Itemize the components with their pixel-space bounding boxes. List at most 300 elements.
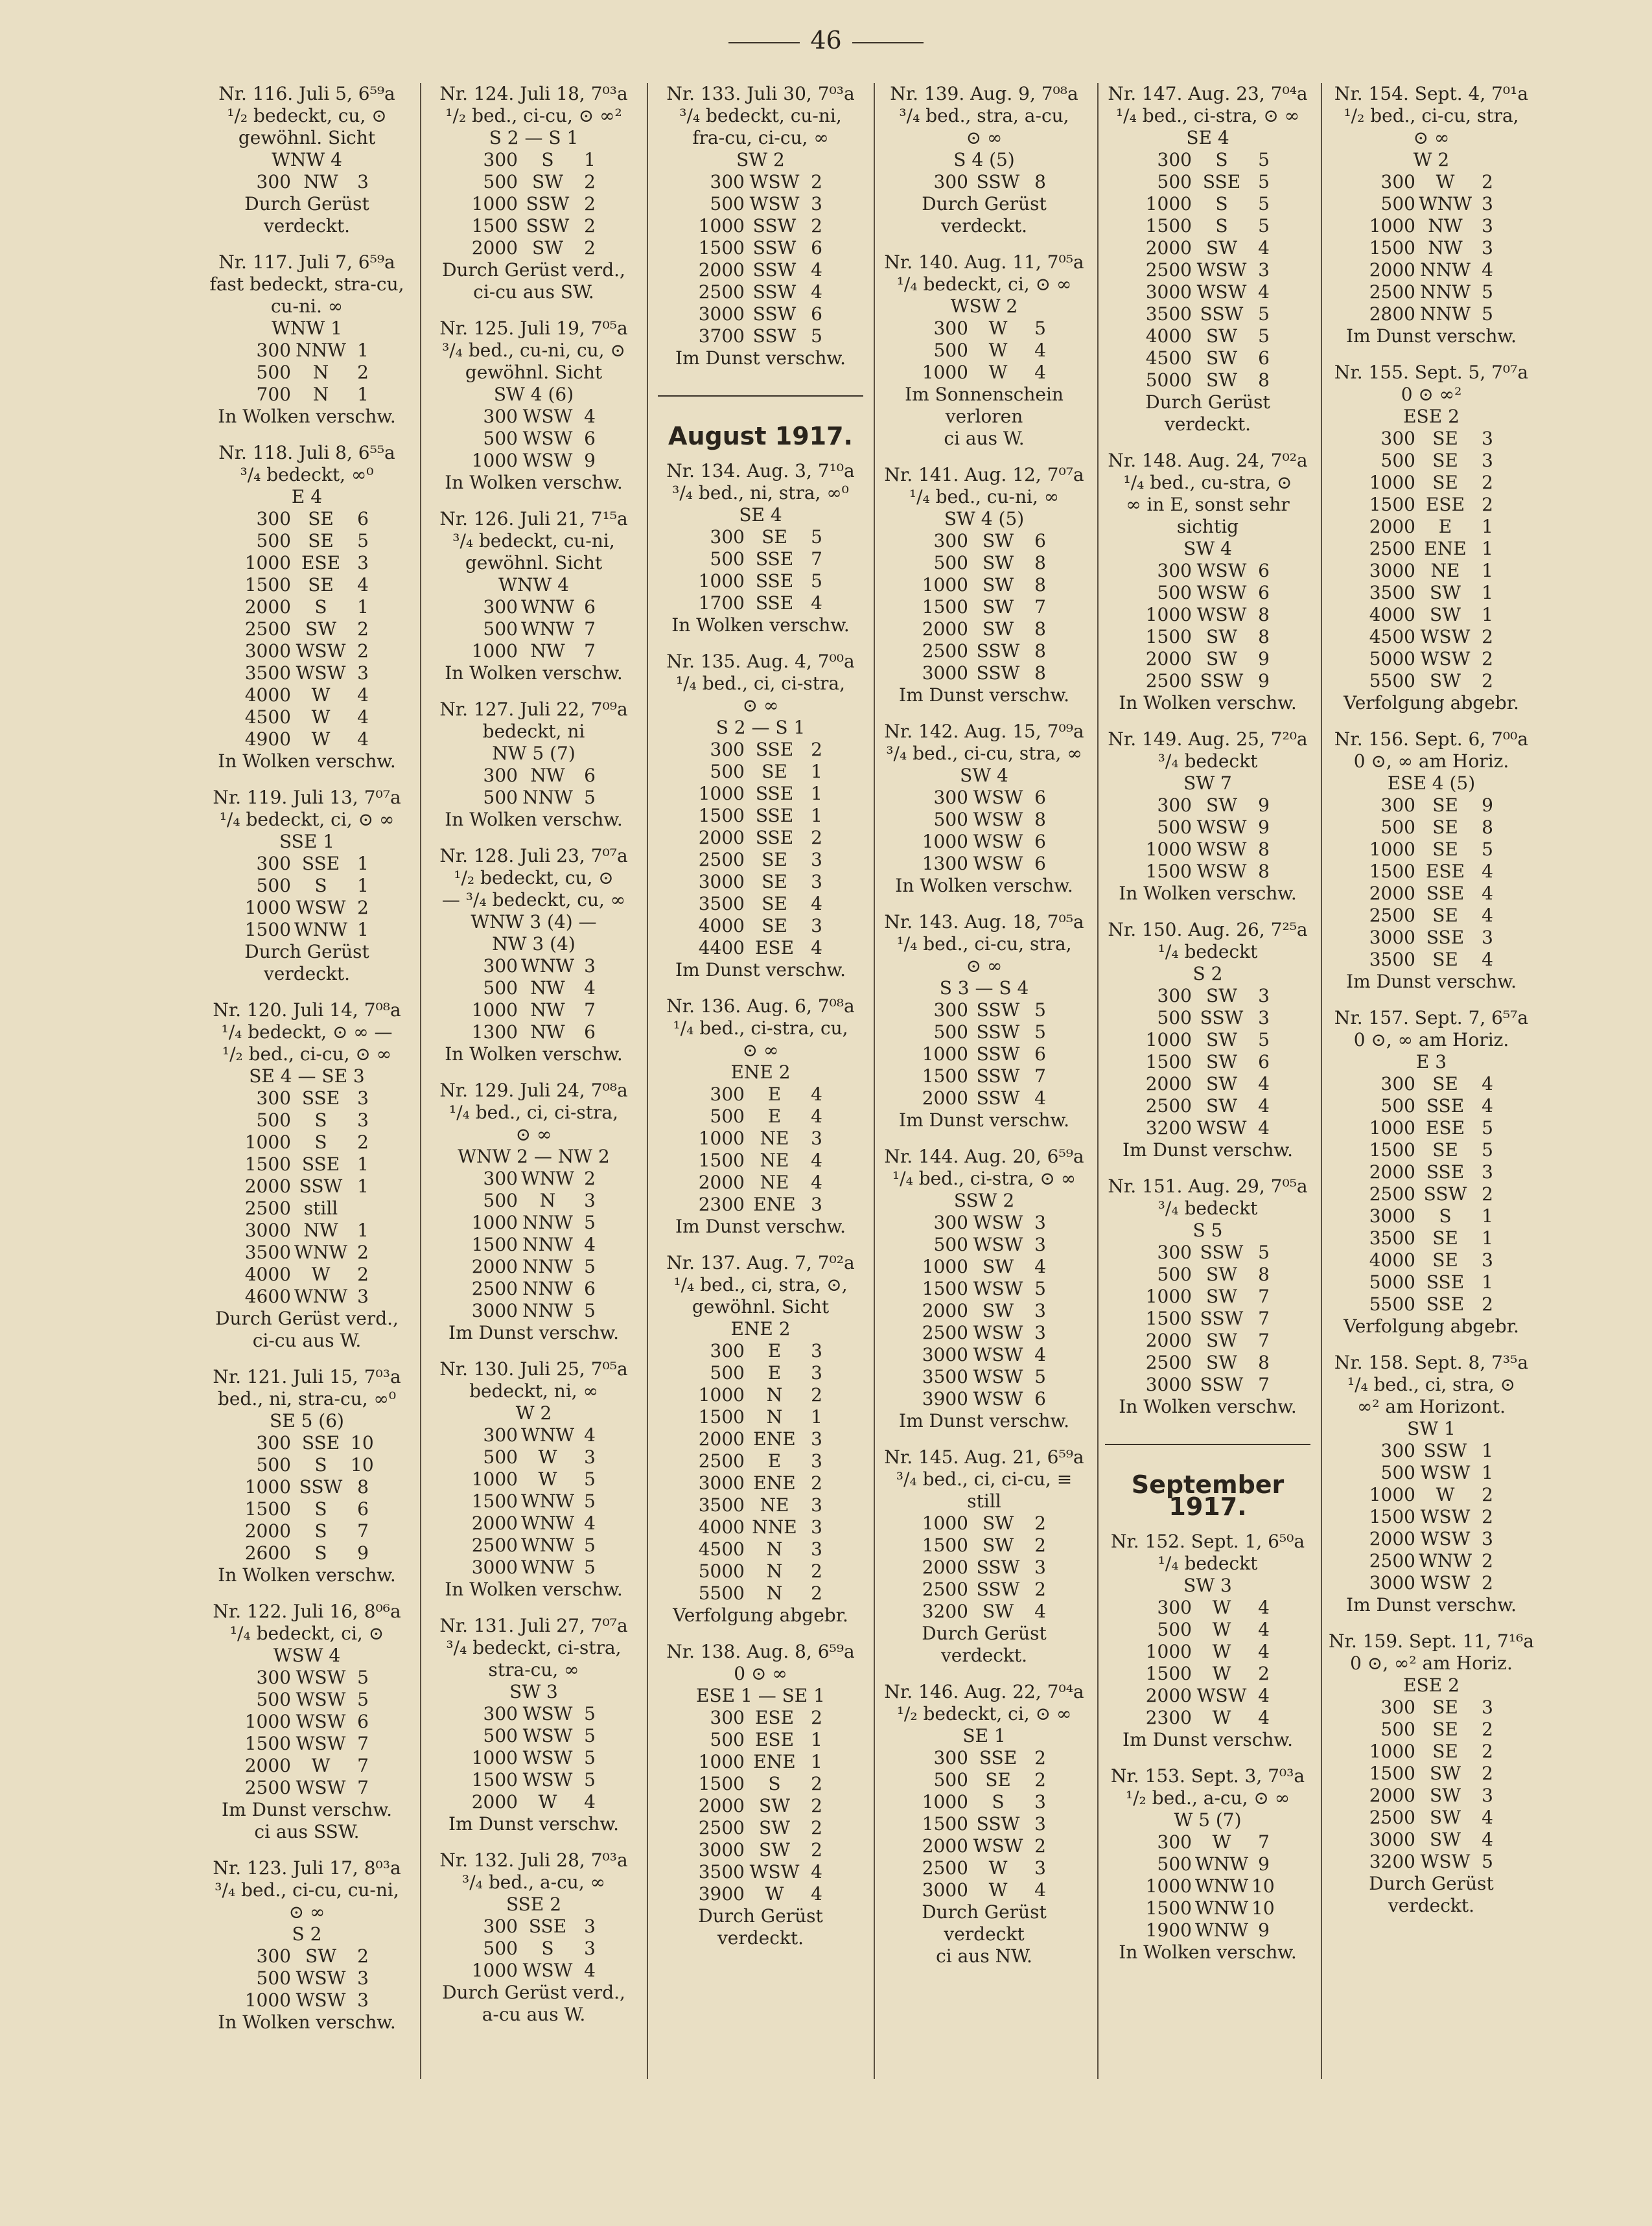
speed-cell: 4 — [811, 1172, 822, 1193]
direction-cell: WSW — [1420, 626, 1471, 647]
speed-cell: 3 — [1034, 1857, 1046, 1879]
speed-cell: 8 — [1034, 574, 1046, 596]
direction-cell: WSW — [973, 787, 1023, 808]
speed-cell: 2 — [357, 897, 369, 918]
altitude-cell: 3500 — [922, 1366, 968, 1387]
speed-cell: 9 — [357, 1542, 369, 1564]
speed-cell: 3 — [357, 171, 369, 192]
entry-description: stra-cu, ∞ — [488, 1659, 579, 1680]
altitude-cell: 2000 — [471, 1256, 518, 1277]
altitude-cell: 1000 — [1369, 215, 1415, 237]
direction-cell: SW — [983, 530, 1014, 551]
wind-table — [460, 1703, 643, 1813]
entry-remark: Durch Gerüst — [922, 1623, 1047, 1644]
entry-description: ¹/₄ bedeckt — [1158, 1553, 1258, 1574]
direction-cell: E — [767, 1084, 782, 1105]
altitude-cell: 500 — [1157, 1619, 1192, 1640]
altitude-cell: 1000 — [1369, 1117, 1415, 1139]
speed-cell: 2 — [1482, 1293, 1493, 1315]
speed-cell: 3 — [811, 849, 822, 870]
entry-description: SSE 2 — [506, 1894, 562, 1915]
speed-cell: 8 — [1258, 839, 1270, 860]
direction-cell: SW — [1206, 237, 1237, 259]
entry-remark: verloren — [945, 406, 1023, 427]
altitude-cell: 1000 — [471, 1212, 518, 1233]
altitude-cell: 2500 — [471, 1278, 518, 1299]
direction-cell: WSW — [522, 1747, 573, 1768]
altitude-cell: 4600 — [244, 1286, 291, 1307]
altitude-cell: 300 — [1380, 428, 1415, 449]
speed-cell: 4 — [357, 706, 369, 728]
altitude-cell: 4500 — [1369, 626, 1415, 647]
entry-description: SE 4 — SE 3 — [249, 1065, 365, 1087]
observation-entry — [198, 999, 416, 1352]
direction-cell: SSW — [976, 1813, 1020, 1835]
altitude-cell: 1500 — [244, 1498, 291, 1520]
altitude-cell: 500 — [483, 1190, 518, 1211]
altitude-cell: 500 — [1380, 1095, 1415, 1117]
direction-cell: SSE — [301, 853, 340, 874]
altitude-cell: 2000 — [922, 1557, 968, 1578]
entry-description: W 2 — [515, 1402, 552, 1424]
speed-cell: 4 — [1482, 1807, 1493, 1828]
direction-cell: WNW — [1194, 1853, 1249, 1875]
direction-cell: SSE — [301, 1087, 340, 1109]
observation-entry — [1322, 1007, 1541, 1338]
altitude-cell: 2500 — [1145, 670, 1192, 691]
direction-cell: N — [766, 1583, 783, 1604]
entry-remark: In Wolken verschw. — [1119, 1942, 1297, 1963]
speed-cell: 5 — [584, 1747, 596, 1768]
altitude-cell: 500 — [483, 618, 518, 640]
direction-cell: WNW — [520, 1168, 575, 1189]
wind-table — [233, 1945, 416, 2012]
entry-remark: Verfolgung abgebr. — [1344, 1316, 1519, 1337]
observation-entry — [875, 1681, 1093, 1967]
speed-cell: 2 — [1482, 1183, 1493, 1205]
entry-remark: In Wolken verschw. — [1119, 692, 1297, 713]
altitude-cell: 1000 — [244, 1989, 291, 2011]
wind-table — [1134, 985, 1317, 1139]
altitude-cell: 300 — [710, 171, 745, 192]
speed-cell: 3 — [811, 1450, 822, 1472]
speed-cell: 2 — [1482, 626, 1493, 647]
entry-description: gewöhnl. Sicht — [692, 1296, 830, 1317]
wind-table — [910, 171, 1093, 193]
speed-cell: 4 — [584, 1234, 596, 1255]
altitude-cell: 500 — [483, 171, 518, 192]
entry-title: Nr. 142. Aug. 15, 7⁰⁹a — [884, 721, 1084, 742]
direction-cell: SW — [1206, 1352, 1237, 1373]
direction-cell: N — [766, 1406, 783, 1428]
altitude-cell: 500 — [256, 1689, 291, 1710]
entry-description: SSE 1 — [279, 831, 335, 852]
direction-cell: WSW — [1196, 604, 1247, 625]
speed-cell: 4 — [811, 259, 822, 281]
direction-cell: SE — [762, 526, 787, 548]
speed-cell: 4 — [584, 406, 596, 427]
entry-title: Nr. 159. Sept. 11, 7¹⁶a — [1329, 1630, 1534, 1652]
altitude-cell: 5000 — [1369, 648, 1415, 669]
altitude-cell: 300 — [483, 596, 518, 618]
altitude-cell: 300 — [933, 999, 968, 1021]
altitude-cell: 500 — [483, 428, 518, 449]
altitude-cell: 300 — [1157, 985, 1192, 1006]
altitude-cell: 1500 — [1145, 1051, 1192, 1072]
wind-table — [910, 1212, 1093, 1410]
speed-cell: 2 — [811, 1817, 822, 1838]
altitude-cell: 2000 — [244, 1755, 291, 1776]
entry-title: Nr. 116. Juli 5, 6⁵⁹a — [218, 83, 395, 104]
entry-remark: Durch Gerüst — [922, 1901, 1047, 1923]
speed-cell: 4 — [584, 1424, 596, 1446]
observation-entry — [651, 83, 870, 369]
altitude-cell: 3500 — [1145, 303, 1192, 325]
wind-table — [233, 1667, 416, 1799]
wind-table — [460, 1424, 643, 1579]
entry-description: ESE 2 — [1403, 406, 1460, 427]
direction-cell: NE — [1430, 560, 1460, 581]
altitude-cell: 500 — [1380, 193, 1415, 214]
altitude-cell: 3200 — [1369, 1851, 1415, 1872]
speed-cell: 6 — [811, 303, 822, 325]
direction-cell: WNW — [520, 1557, 575, 1578]
entry-remark: In Wolken verschw. — [671, 614, 850, 636]
altitude-cell: 3000 — [1369, 1205, 1415, 1227]
altitude-cell: 3000 — [244, 640, 291, 662]
direction-cell: WSW — [296, 662, 346, 684]
entry-description: ¹/₄ bed., ci, stra, ⊙, — [673, 1274, 848, 1295]
direction-cell: N — [312, 362, 329, 383]
speed-cell: 5 — [1258, 325, 1270, 347]
altitude-cell: 2000 — [471, 237, 518, 259]
speed-cell: 4 — [357, 728, 369, 750]
entry-title: Nr. 158. Sept. 8, 7³⁵a — [1334, 1352, 1529, 1373]
speed-cell: 7 — [1258, 1330, 1270, 1351]
entry-description: ¹/₂ bed., ci-cu, stra, — [1344, 105, 1519, 126]
entry-remark: Im Sonnenschein — [905, 384, 1064, 405]
entry-description: S 2 — [1192, 963, 1223, 984]
altitude-cell: 1000 — [471, 450, 518, 471]
direction-cell: WSW — [973, 1388, 1023, 1409]
speed-cell: 4 — [1258, 237, 1270, 259]
altitude-cell: 300 — [1380, 171, 1415, 192]
wind-table — [1357, 428, 1541, 692]
speed-cell: 6 — [357, 1498, 369, 1520]
direction-cell: SSE — [1426, 1293, 1465, 1315]
entry-title: Nr. 153. Sept. 3, 7⁰³a — [1110, 1765, 1305, 1787]
wind-table — [460, 596, 643, 662]
altitude-cell: 300 — [1157, 149, 1192, 170]
speed-cell: 4 — [1034, 1601, 1046, 1622]
altitude-cell: 2000 — [698, 827, 745, 848]
altitude-cell: 1000 — [471, 1747, 518, 1768]
direction-cell: SE — [1432, 1139, 1458, 1161]
entry-description: still — [967, 1490, 1001, 1512]
observation-entry — [1099, 728, 1317, 905]
direction-cell: SW — [983, 1300, 1014, 1321]
altitude-cell: 500 — [1380, 1462, 1415, 1483]
observation-entry — [198, 442, 416, 772]
direction-cell: NW — [303, 171, 338, 192]
entry-description: 0 ⊙ ∞ — [734, 1663, 787, 1684]
observation-entry — [198, 1366, 416, 1586]
direction-cell: SW — [1206, 369, 1237, 391]
direction-cell: NE — [760, 1172, 789, 1193]
direction-cell: SE — [1432, 1719, 1458, 1740]
altitude-cell: 3200 — [922, 1601, 968, 1622]
altitude-cell: 300 — [710, 739, 745, 760]
altitude-cell: 300 — [710, 1707, 745, 1728]
wind-table — [1134, 1831, 1317, 1942]
entry-description: sichtig — [1176, 516, 1239, 537]
entry-description: ³/₄ bedeckt — [1158, 750, 1258, 772]
speed-cell: 3 — [811, 1494, 822, 1516]
entry-description: S 2 — [292, 1923, 322, 1945]
altitude-cell: 500 — [256, 1454, 291, 1476]
observation-entry — [651, 995, 870, 1238]
altitude-cell: 3000 — [471, 1300, 518, 1321]
entry-remark: Durch Gerüst verd., — [442, 259, 625, 281]
entry-description: bedeckt, ni — [482, 721, 585, 742]
entry-remark: verdeckt. — [940, 215, 1028, 237]
speed-cell: 2 — [1482, 1550, 1493, 1571]
wind-table — [1357, 171, 1541, 325]
speed-cell: 1 — [811, 783, 822, 804]
entry-title: Nr. 141. Aug. 12, 7⁰⁷a — [884, 464, 1084, 485]
speed-cell: 5 — [1258, 303, 1270, 325]
entry-description: ⊙ ∞ — [742, 695, 779, 716]
entry-description: ¹/₄ bed., ci, ci-stra, — [675, 673, 846, 694]
direction-cell: S — [314, 1498, 327, 1520]
speed-cell: 4 — [357, 574, 369, 596]
speed-cell: 6 — [1258, 560, 1270, 581]
direction-cell: WSW — [1420, 1572, 1471, 1594]
speed-cell: 1 — [1482, 1271, 1493, 1293]
entry-title: Nr. 143. Aug. 18, 7⁰⁵a — [884, 911, 1084, 933]
speed-cell: 7 — [1034, 596, 1046, 618]
direction-cell: SSE — [755, 570, 794, 592]
month-heading: September 1917. — [1131, 1470, 1285, 1521]
entry-description: SE 4 — [1186, 127, 1229, 148]
entry-title: Nr. 155. Sept. 5, 7⁰⁷a — [1334, 362, 1529, 383]
entry-description: WSW 2 — [950, 296, 1018, 317]
speed-cell: 3 — [1482, 428, 1493, 449]
direction-cell: W — [1212, 1619, 1231, 1640]
speed-cell: 2 — [357, 618, 369, 640]
direction-cell: SW — [1206, 1264, 1237, 1285]
observation-entry — [198, 1601, 416, 1843]
observation-entry — [875, 721, 1093, 897]
speed-cell: 10 — [1251, 1897, 1275, 1919]
direction-cell: WSW — [296, 1689, 346, 1710]
direction-cell: SW — [532, 237, 563, 259]
altitude-cell: 2000 — [698, 1172, 745, 1193]
entry-remark: Durch Gerüst — [922, 193, 1047, 214]
speed-cell: 2 — [811, 1707, 822, 1728]
direction-cell: SSE — [1426, 1161, 1465, 1183]
direction-cell: W — [1436, 171, 1455, 192]
entry-remark: verdeckt. — [717, 1927, 804, 1949]
speed-cell: 2 — [584, 215, 596, 237]
speed-cell: 5 — [1258, 1242, 1270, 1263]
speed-cell: 1 — [1482, 582, 1493, 603]
altitude-cell: 2500 — [698, 281, 745, 303]
entry-description: 0 ⊙, ∞ am Horiz. — [1353, 1029, 1509, 1050]
observation-entry — [651, 460, 870, 636]
speed-cell: 4 — [584, 1960, 596, 1981]
wind-table — [686, 1340, 870, 1605]
speed-cell: 2 — [584, 237, 596, 259]
direction-cell: WSW — [973, 1344, 1023, 1365]
speed-cell: 1 — [357, 340, 369, 361]
direction-cell: W — [988, 1879, 1008, 1901]
altitude-cell: 1000 — [922, 1791, 968, 1813]
wind-table — [910, 318, 1093, 384]
entry-description: W 2 — [1413, 149, 1450, 170]
speed-cell: 5 — [357, 1689, 369, 1710]
speed-cell: 5 — [584, 1725, 596, 1746]
speed-cell: 2 — [1482, 1484, 1493, 1505]
speed-cell: 7 — [357, 1733, 369, 1754]
speed-cell: 4 — [1258, 1095, 1270, 1117]
wind-table — [1134, 149, 1317, 391]
direction-cell: SSW — [1423, 1440, 1467, 1461]
direction-cell: WSW — [296, 1989, 346, 2011]
entry-description: SSW 2 — [953, 1190, 1015, 1211]
wind-table — [460, 149, 643, 259]
entry-description: — ³/₄ bedeckt, cu, ∞ — [441, 889, 626, 910]
entry-description: WNW 3 (4) — — [471, 911, 597, 933]
speed-cell: 1 — [1482, 1227, 1493, 1249]
entry-title: Nr. 152. Sept. 1, 6⁵⁰a — [1110, 1531, 1305, 1552]
wind-table — [686, 739, 870, 959]
speed-cell: 8 — [1034, 171, 1046, 192]
entry-description: ³/₄ bedeckt, ci-stra, — [446, 1637, 622, 1658]
altitude-cell: 1000 — [1369, 839, 1415, 860]
speed-cell: 4 — [1034, 362, 1046, 383]
direction-cell: SW — [759, 1817, 790, 1838]
direction-cell: SSE — [755, 739, 794, 760]
entry-remark: In Wolken verschw. — [218, 2012, 396, 2033]
speed-cell: 3 — [584, 1916, 596, 1937]
column-divider — [647, 83, 648, 2079]
direction-cell: W — [311, 1755, 331, 1776]
altitude-cell: 2800 — [1369, 303, 1415, 325]
speed-cell: 3 — [584, 1938, 596, 1959]
entry-description: ⊙ ∞ — [966, 955, 1003, 977]
direction-cell: SE — [1432, 1249, 1458, 1271]
direction-cell: NNW — [296, 340, 346, 361]
direction-cell: SE — [1432, 1697, 1458, 1718]
direction-cell: WNW — [1194, 1919, 1249, 1941]
direction-cell: WNW — [1418, 1550, 1472, 1571]
speed-cell: 2 — [811, 1583, 822, 1604]
altitude-cell: 500 — [710, 761, 745, 782]
speed-cell: 2 — [1034, 1769, 1046, 1791]
speed-cell: 4 — [1482, 883, 1493, 904]
direction-cell: SSW — [1200, 670, 1244, 691]
entry-remark: verdeckt. — [940, 1645, 1028, 1666]
entry-remark: Durch Gerüst verd., — [215, 1308, 399, 1329]
observation-entry — [1099, 450, 1317, 714]
speed-cell: 10 — [351, 1454, 374, 1476]
speed-cell: 3 — [811, 1340, 822, 1362]
speed-cell: 4 — [811, 1106, 822, 1127]
altitude-cell: 1000 — [244, 1476, 291, 1498]
altitude-cell: 4900 — [244, 728, 291, 750]
entry-remark: Im Dunst verschw. — [1346, 1594, 1517, 1616]
wind-table — [233, 853, 416, 941]
entry-description: ³/₄ bed., a-cu, ∞ — [462, 1872, 605, 1893]
entry-description: 0 ⊙, ∞² am Horiz. — [1350, 1652, 1513, 1674]
entry-remark: In Wolken verschw. — [445, 809, 623, 830]
direction-cell: SW — [983, 574, 1014, 596]
speed-cell: 6 — [1258, 347, 1270, 369]
speed-cell: 3 — [811, 1194, 822, 1215]
direction-cell: WSW — [296, 1777, 346, 1798]
entry-remark: Durch Gerüst — [1369, 1873, 1494, 1894]
speed-cell: 1 — [357, 1176, 369, 1197]
direction-cell: SSW — [526, 193, 570, 214]
direction-cell: WSW — [973, 1212, 1023, 1233]
speed-cell: 4 — [1034, 340, 1046, 361]
speed-cell: 4 — [1482, 949, 1493, 970]
altitude-cell: 2000 — [244, 596, 291, 618]
entry-description: ¹/₄ bedeckt, ci, ⊙ ∞ — [896, 273, 1072, 295]
entry-description: ¹/₄ bed., ci, ci-stra, — [448, 1102, 619, 1123]
entry-description: ¹/₄ bedeckt, ⊙ ∞ — — [221, 1021, 393, 1043]
speed-cell: 4 — [811, 1150, 822, 1171]
wind-table — [1134, 1242, 1317, 1396]
altitude-cell: 1500 — [1145, 1897, 1192, 1919]
entry-title: Nr. 136. Aug. 6, 7⁰⁸a — [666, 995, 855, 1017]
speed-cell: 9 — [1258, 817, 1270, 838]
speed-cell: 2 — [357, 1264, 369, 1285]
altitude-cell: 300 — [933, 171, 968, 192]
direction-cell: W — [311, 728, 331, 750]
entry-description: ³/₄ bed., stra, a-cu, — [899, 105, 1069, 126]
speed-cell: 6 — [1258, 1051, 1270, 1072]
altitude-cell: 500 — [1380, 450, 1415, 471]
altitude-cell: 500 — [483, 1446, 518, 1468]
entry-description: ¹/₂ bed., a-cu, ⊙ ∞ — [1125, 1787, 1290, 1809]
entry-title: Nr. 128. Juli 23, 7⁰⁷a — [439, 845, 628, 866]
speed-cell: 6 — [584, 1278, 596, 1299]
direction-cell: WNW — [1418, 193, 1472, 214]
altitude-cell: 1000 — [922, 831, 968, 852]
direction-cell: W — [538, 1446, 557, 1468]
direction-cell: WSW — [1196, 861, 1247, 882]
speed-cell: 1 — [357, 875, 369, 896]
speed-cell: 8 — [1258, 1352, 1270, 1373]
speed-cell: 4 — [584, 1513, 596, 1534]
direction-cell: SW — [1206, 1330, 1237, 1351]
speed-cell: 4 — [1482, 861, 1493, 882]
direction-cell: NW — [530, 765, 565, 786]
altitude-cell: 1000 — [698, 215, 745, 237]
direction-cell: ENE — [753, 1194, 796, 1215]
speed-cell: 5 — [584, 1535, 596, 1556]
speed-cell: 7 — [357, 1777, 369, 1798]
altitude-cell: 2500 — [1369, 1807, 1415, 1828]
altitude-cell: 3000 — [1369, 1572, 1415, 1594]
direction-cell: SSW — [752, 303, 797, 325]
altitude-cell: 1000 — [1369, 1484, 1415, 1505]
altitude-cell: 1500 — [922, 1813, 968, 1835]
direction-cell: SW — [983, 1535, 1014, 1556]
direction-cell: WSW — [749, 171, 800, 192]
